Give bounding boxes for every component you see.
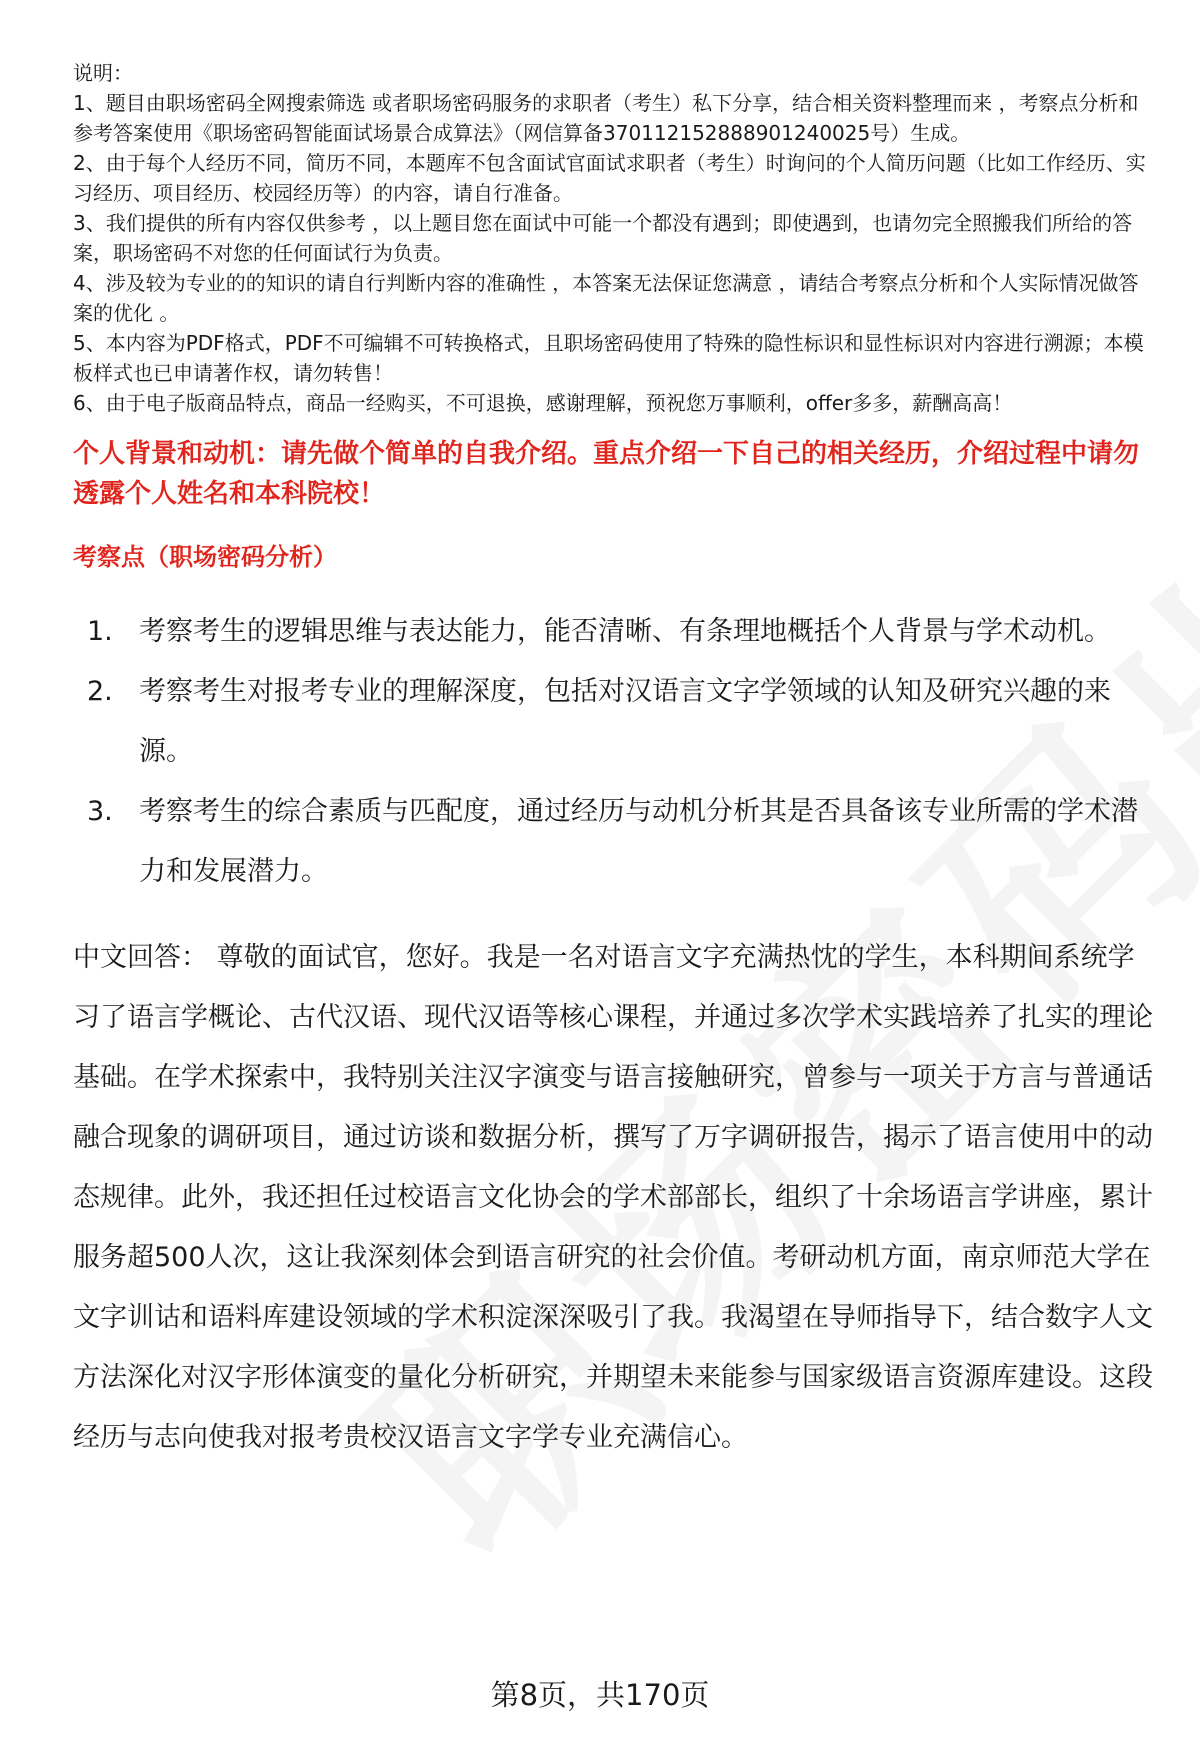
notice-item: 2、由于每个人经历不同，简历不同，本题库不包含面试官面试求职者（考生）时询问的个人简历问题（比如工作经历、实习经历、项目经历、校园经历等）的内容，请自行准备。 [73, 151, 1146, 205]
analysis-point [73, 602, 1153, 662]
notice-item: 4、涉及较为专业的的知识的请自行判断内容的准确性 ，本答案无法保证您满意 ，请结合考察点分析和个人实际情况做答案的优化 。 [73, 271, 1139, 325]
notice-item: 5、本内容为PDF格式，PDF不可编辑不可转换格式，且职场密码使用了特殊的隐性标识和显性标识对内容进行溯源；本模板样式也已申请著作权，请勿转售！ [73, 331, 1144, 385]
document-page [73, 58, 1153, 1468]
analysis-point [73, 662, 1153, 782]
notice-item: 1、题目由职场密码全网搜索筛选 或者职场密码服务的求职者（考生）私下分享，结合相关资料整理而来 ，考察点分析和参考答案使用《职场密码智能面试场景合成算法》（网信算备370112152888901240025号）生成。 [73, 91, 1139, 145]
notice-title: 说明： [73, 61, 133, 85]
notice-item: 3、我们提供的所有内容仅供参考 ，以上题目您在面试中可能一个都没有遇到；即使遇到，也请勿完全照搬我们所给的答案，职场密码不对您的任何面试行为负责。 [73, 211, 1133, 265]
notice-section [73, 58, 1153, 418]
answer-text: 中文回答： 尊敬的面试官，您好。我是一名对语言文字充满热忱的学生，本科期间系统学习了语言学概论、古代汉语、现代汉语等核心课程，并通过多次学术实践培养了扎实的理论基础。在学术探索中，我特别关注汉字演变与语言接触研究，曾参与一项关于方言与普通话融合现象的调研项目，通过访谈和数据分析，撰写了万字调研报告，揭示了语言使用中的动态规律。此外，我还担任过校语言文化协会的学术部部长，组织了十余场语言学讲座，累计服务超500人次，这让我深刻体会到语言研究的社会价值。考研动机方面，南京师范大学在文字训诂和语料库建设领域的学术积淀深深吸引了我。我渴望在导师指导下，结合数字人文方法深化对汉字形体演变的量化分析研究，并期望未来能参与国家级语言资源库建设。这段经历与志向使我对报考贵校汉语言文字学专业充满信心。 [73, 942, 1153, 1453]
analysis-points [73, 602, 1153, 902]
point-text: 考察考生的逻辑思维与表达能力，能否清晰、有条理地概括个人背景与学术动机。 [139, 616, 1111, 647]
analysis-point [73, 782, 1153, 902]
analysis-title: 考察点（职场密码分析） [73, 543, 337, 571]
point-text: 考察考生对报考专业的理解深度，包括对汉语言文字学领域的认知及研究兴趣的来源。 [139, 676, 1111, 767]
point-number: 1. [87, 616, 113, 647]
question-heading: 个人背景和动机：请先做个简单的自我介绍。重点介绍一下自己的相关经历，介绍过程中请勿透露个人姓名和本科院校！ [73, 439, 1140, 509]
point-number: 3. [87, 796, 113, 827]
point-text: 考察考生的综合素质与匹配度，通过经历与动机分析其是否具备该专业所需的学术潜力和发展潜力。 [139, 796, 1138, 887]
notice-item: 6、由于电子版商品特点，商品一经购买，不可退换，感谢理解，预祝您万事顺利，offer多多，薪酬高高！ [73, 391, 1013, 415]
point-number: 2. [87, 676, 113, 707]
page-number: 第8页，共170页 [490, 1678, 710, 1712]
